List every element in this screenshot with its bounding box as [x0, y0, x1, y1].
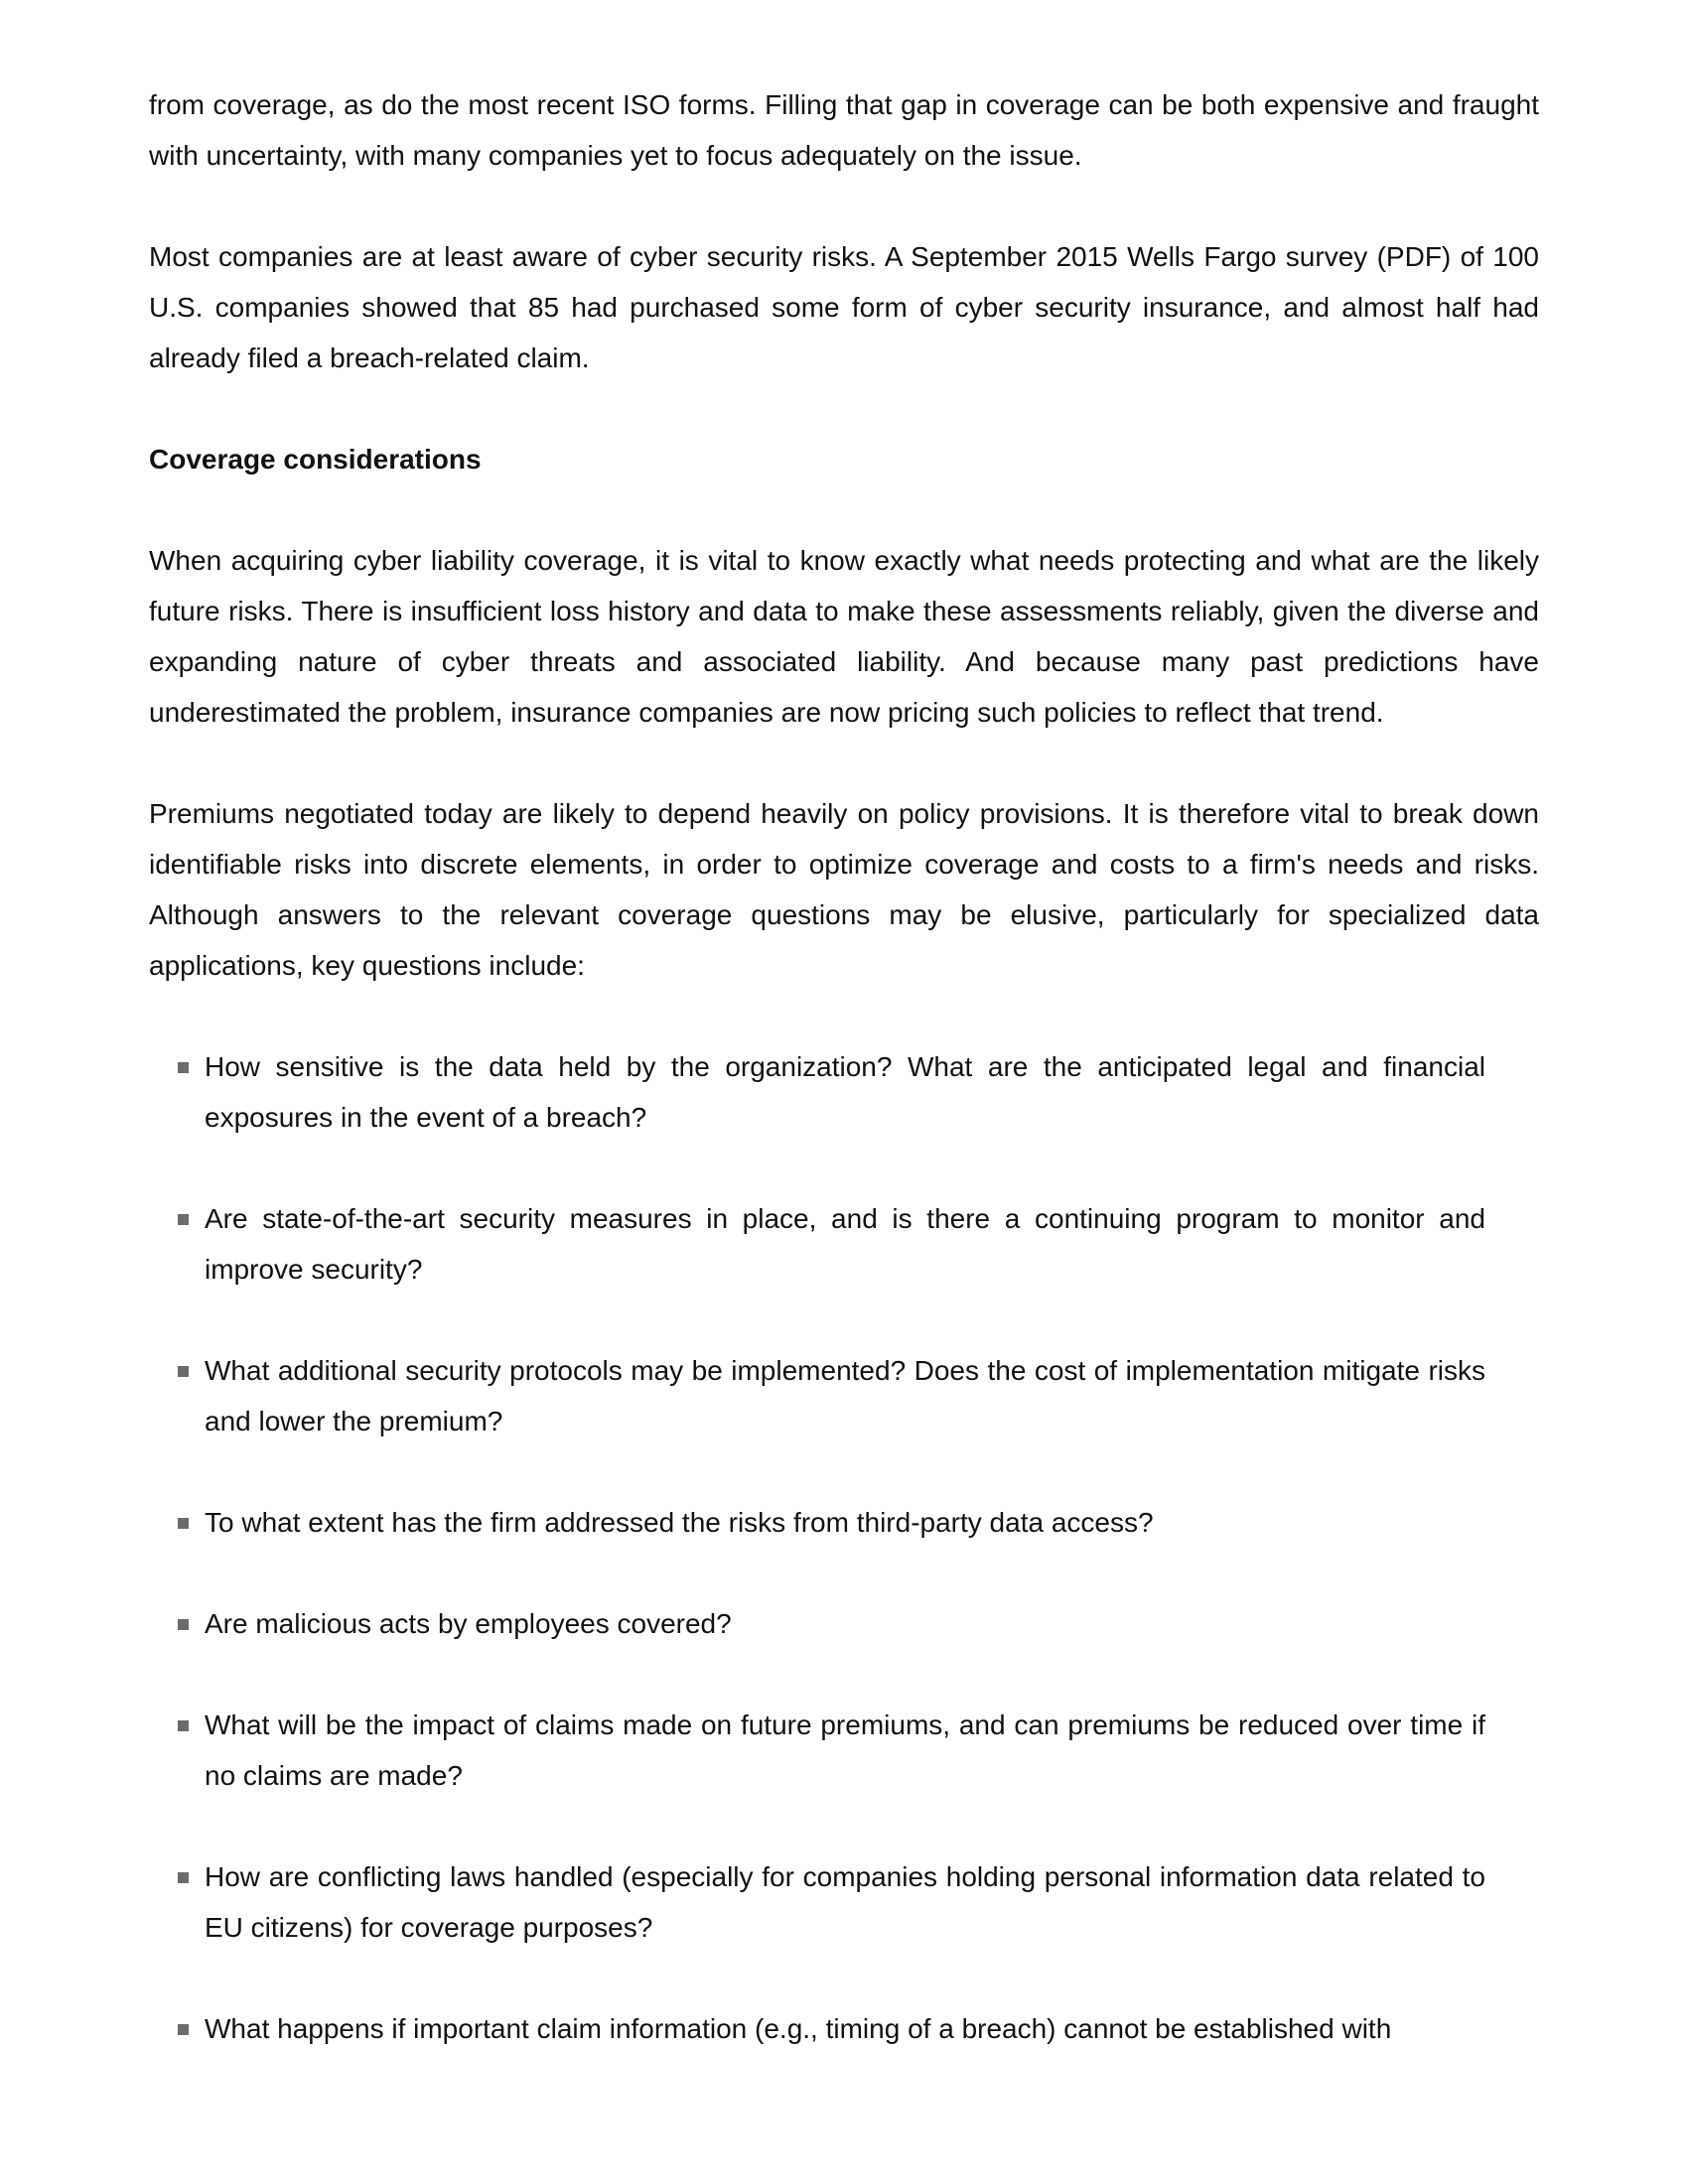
list-item-text: Are state-of-the-art security measures in place, and is there a continuing program to monitor and improve security?: [205, 1203, 1485, 1285]
square-bullet-icon: [178, 1366, 189, 1377]
list-item-text: How are conflicting laws handled (especially for companies holding personal information data related to EU citizens) for coverage purposes?: [205, 1861, 1485, 1943]
paragraph-survey: Most companies are at least aware of cyber security risks. A September 2015 Wells Fargo survey (PDF) of 100 U.S. companies showed that 85 had purchased some form of cyber security insurance, and almost half had already filed a breach-related claim.: [149, 241, 1539, 373]
list-item-text: How sensitive is the data held by the organization? What are the anticipated legal and financial exposures in the event of a breach?: [205, 1051, 1485, 1133]
list-item: [149, 1700, 1539, 1801]
square-bullet-icon: [178, 1062, 189, 1073]
list-item: [149, 1193, 1539, 1295]
list-item: [149, 1598, 1539, 1649]
square-bullet-icon: [178, 1619, 189, 1630]
list-item: [149, 1497, 1539, 1548]
square-bullet-icon: [178, 1214, 189, 1225]
square-bullet-icon: [178, 2024, 189, 2035]
list-item: [149, 1345, 1539, 1446]
list-item-text: What additional security protocols may be implemented? Does the cost of implementation mitigate risks and lower the premium?: [205, 1355, 1485, 1436]
paragraph-acquiring-coverage: When acquiring cyber liability coverage, it is vital to know exactly what needs protecting and what are the likely future risks. There is insufficient loss history and data to make these assessments reliably, given the diverse and expanding nature of cyber threats and associated liability. And because many past predictions have underestimated the problem, insurance companies are now pricing such policies to reflect that trend.: [149, 545, 1539, 728]
key-questions-list: [149, 1041, 1539, 2054]
paragraph-coverage-gap: from coverage, as do the most recent ISO forms. Filling that gap in coverage can be both expensive and fraught with uncertainty, with many companies yet to focus adequately on the issue.: [149, 89, 1539, 171]
list-item: [149, 1041, 1539, 1143]
list-item-text: To what extent has the firm addressed the risks from third-party data access?: [205, 1507, 1154, 1538]
section-heading: Coverage considerations: [149, 444, 482, 475]
list-item-text: What will be the impact of claims made on future premiums, and can premiums be reduced over time if no claims are made?: [205, 1709, 1485, 1791]
list-item-text: What happens if important claim information (e.g., timing of a breach) cannot be established with: [205, 2013, 1392, 2044]
list-item-text: Are malicious acts by employees covered?: [205, 1608, 732, 1639]
document-page: [149, 79, 1539, 2105]
paragraph-premiums: Premiums negotiated today are likely to depend heavily on policy provisions. It is therefore vital to break down identifiable risks into discrete elements, in order to optimize coverage and costs to a firm's needs and risks. Although answers to the relevant coverage questions may be elusive, particularly for specialized data applications, key questions include:: [149, 798, 1539, 981]
list-item: [149, 2003, 1539, 2054]
square-bullet-icon: [178, 1720, 189, 1731]
square-bullet-icon: [178, 1518, 189, 1529]
square-bullet-icon: [178, 1872, 189, 1883]
list-item: [149, 1851, 1539, 1953]
